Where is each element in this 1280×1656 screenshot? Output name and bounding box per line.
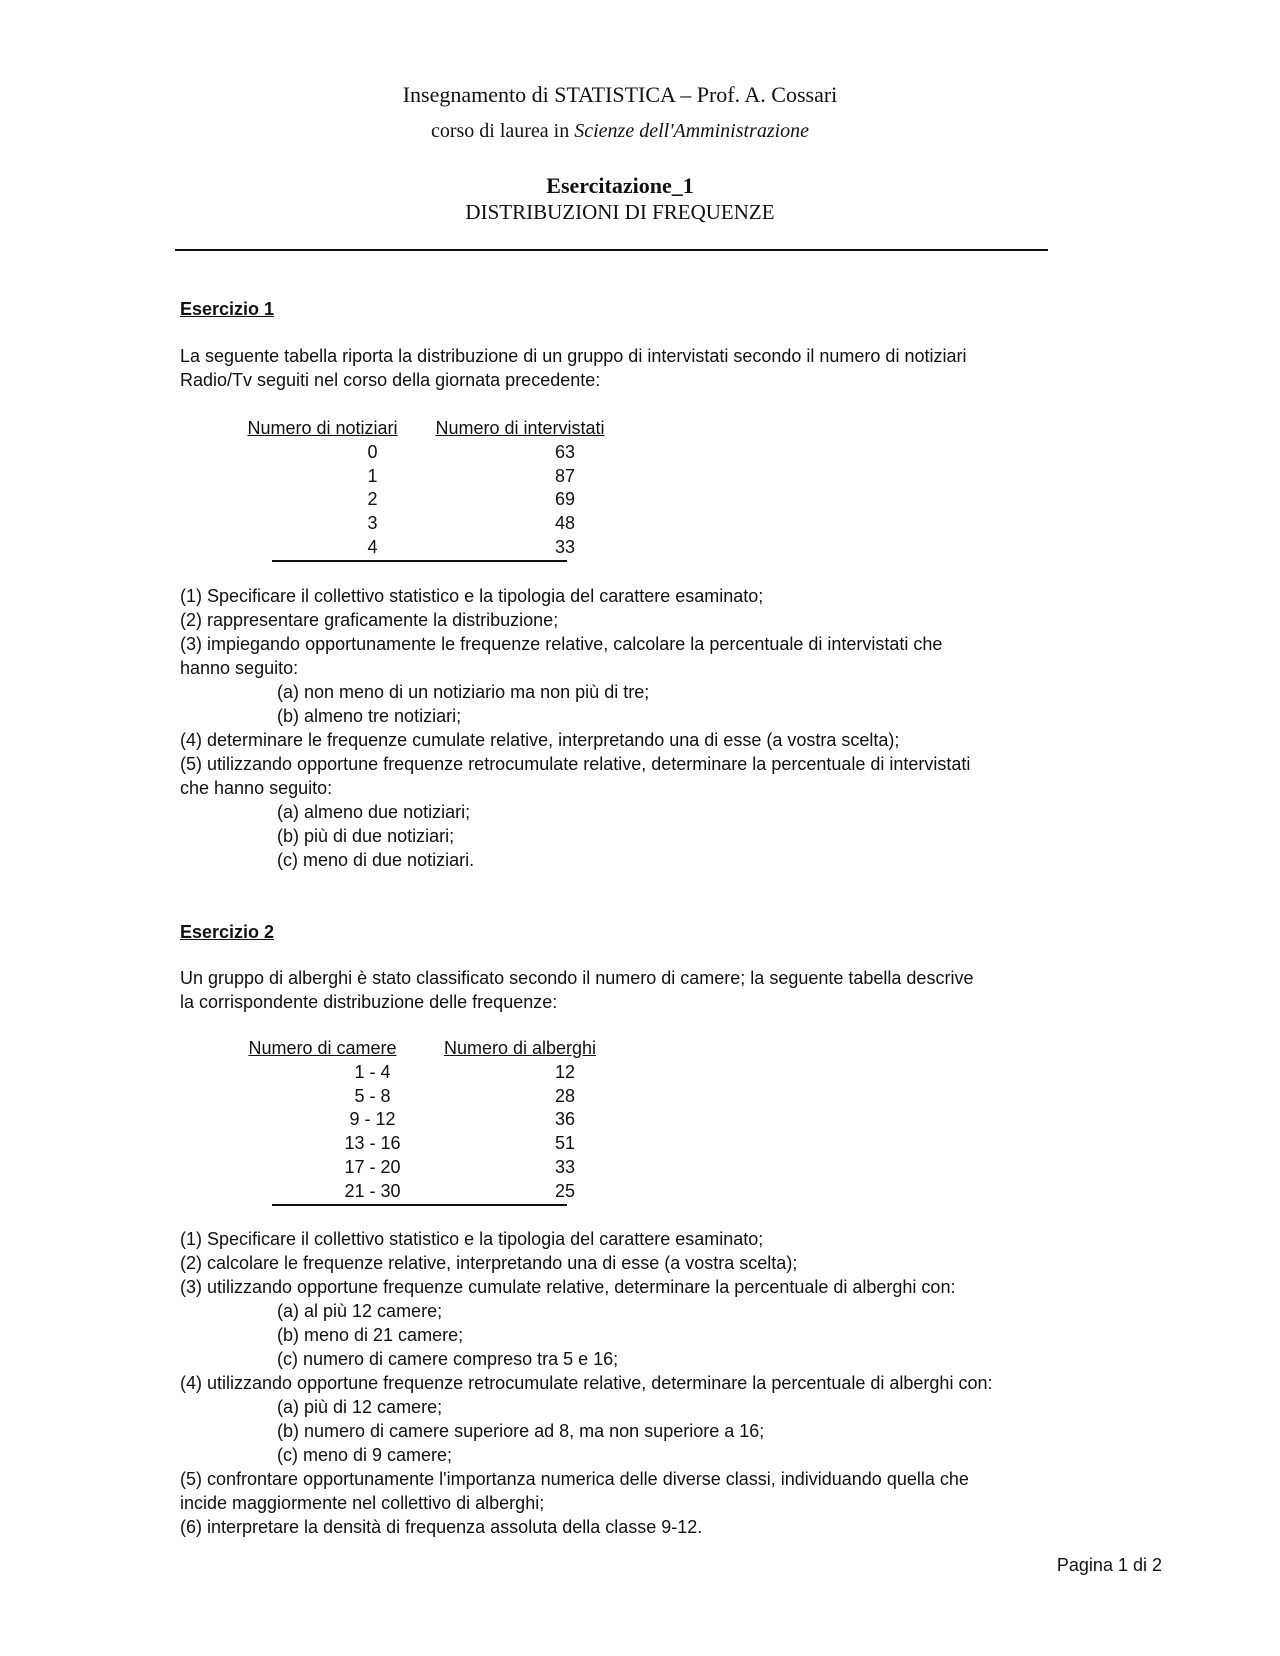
table-cell-class: 21 - 30	[344, 1180, 401, 1201]
ex1-heading-block	[180, 297, 1060, 321]
question-line: (1) Specificare il collettivo statistico e la tipologia del carattere esaminato;	[180, 586, 764, 606]
question-subitem: (c) meno di due notiziari.	[277, 850, 475, 870]
table-cell-class: 3	[367, 513, 378, 534]
table-cell-frequency: 36	[554, 1109, 576, 1130]
ex1-intro-line: La seguente tabella riporta la distribuzione di un gruppo di intervistati secondo il numero di notiziari	[180, 346, 967, 366]
table-cell-class: 5 - 8	[354, 1085, 391, 1106]
question-subitem: (b) più di due notiziari;	[277, 826, 455, 846]
table-cell-frequency: 48	[554, 513, 576, 534]
ex2-intro	[180, 966, 1060, 1014]
ex2-intro-line: Un gruppo di alberghi è stato classificato secondo il numero di camere; la seguente tabella descrive	[180, 968, 974, 988]
table-cell-frequency: 28	[554, 1085, 576, 1106]
question-line: incide maggiormente nel collettivo di alberghi;	[180, 1493, 545, 1513]
course-name: Scienze dell'Amministrazione	[574, 120, 810, 142]
ex1-table-bottom-rule	[272, 560, 567, 562]
course-line	[0, 120, 1240, 143]
question-line: (3) impiegando opportunamente le frequenze relative, calcolare la percentuale di intervistati che	[180, 634, 943, 654]
table-cell-class: 0	[367, 442, 378, 462]
question-subitem: (a) almeno due notiziari;	[277, 802, 471, 822]
ex1-col2-header: Numero di intervistati	[435, 418, 605, 438]
table-cell-frequency: 63	[554, 442, 576, 462]
ex2-heading: Esercizio 2	[180, 922, 275, 942]
document-title: Insegnamento di STATISTICA – Prof. A. Cossari	[402, 82, 838, 107]
table-cell-class: 9 - 12	[349, 1109, 396, 1130]
table-cell-class: 2	[367, 489, 378, 510]
ex1-intro-line: Radio/Tv seguiti nel corso della giornata precedente:	[180, 370, 601, 390]
ex2-frequency-table	[240, 1036, 620, 1211]
question-subitem: (b) numero di camere superiore ad 8, ma non superiore a 16;	[277, 1421, 765, 1441]
table-cell-class: 13 - 16	[344, 1133, 401, 1154]
question-line: (5) utilizzando opportune frequenze retrocumulate relative, determinare la percentuale di intervistati	[180, 754, 971, 774]
ex1-col1-header: Numero di notiziari	[247, 418, 398, 438]
table-cell-class: 17 - 20	[344, 1156, 401, 1177]
page-number: Pagina 1 di 2	[1056, 1555, 1162, 1575]
question-line: (4) determinare le frequenze cumulate relative, interpretando una di esse (a vostra scelta);	[180, 730, 900, 750]
question-subitem: (c) meno di 9 camere;	[277, 1445, 453, 1465]
table-cell-frequency: 87	[554, 465, 576, 486]
ex2-questions	[180, 1227, 1060, 1539]
question-line: (2) calcolare le frequenze relative, interpretando una di esse (a vostra scelta);	[180, 1253, 798, 1273]
ex2-col1-header: Numero di camere	[248, 1038, 397, 1058]
question-subitem: (a) non meno di un notiziario ma non più di tre;	[277, 682, 650, 702]
ex1-heading: Esercizio 1	[180, 299, 275, 319]
exercise-subtitle: DISTRIBUZIONI DI FREQUENZE	[465, 200, 775, 224]
table-cell-class: 4	[367, 536, 378, 557]
question-line: che hanno seguito:	[180, 778, 333, 798]
question-subitem: (a) al più 12 camere;	[277, 1301, 443, 1321]
question-line: (5) confrontare opportunamente l'importanza numerica delle diverse classi, individuando quella che	[180, 1469, 969, 1489]
ex2-col2-header: Numero di alberghi	[443, 1038, 597, 1058]
question-line: (4) utilizzando opportune frequenze retrocumulate relative, determinare la percentuale di alberghi con:	[180, 1373, 993, 1393]
question-subitem: (a) più di 12 camere;	[277, 1397, 443, 1417]
question-subitem: (b) meno di 21 camere;	[277, 1325, 464, 1345]
ex1-questions	[180, 584, 1060, 872]
table-cell-frequency: 69	[554, 489, 576, 510]
question-line: (2) rappresentare graficamente la distribuzione;	[180, 610, 559, 630]
table-cell-class: 1 - 4	[354, 1062, 391, 1082]
question-line: (1) Specificare il collettivo statistico e la tipologia del carattere esaminato;	[180, 1229, 764, 1249]
question-line: (3) utilizzando opportune frequenze cumulate relative, determinare la percentuale di alberghi con:	[180, 1277, 956, 1297]
ex1-frequency-table	[240, 416, 620, 566]
table-cell-frequency: 12	[554, 1062, 576, 1082]
table-cell-frequency: 25	[554, 1180, 576, 1201]
table-cell-class: 1	[367, 465, 378, 486]
table-cell-frequency: 33	[554, 1156, 576, 1177]
question-subitem: (c) numero di camere compreso tra 5 e 16;	[277, 1349, 619, 1369]
ex2-intro-line: la corrispondente distribuzione delle frequenze:	[180, 992, 558, 1012]
table-cell-frequency: 51	[554, 1133, 576, 1154]
ex1-intro	[180, 344, 1060, 392]
header-divider	[175, 249, 1048, 251]
question-line: hanno seguito:	[180, 658, 299, 678]
question-subitem: (b) almeno tre notiziari;	[277, 706, 462, 726]
exercise-title: Esercitazione_1	[546, 173, 694, 198]
course-prefix: corso di laurea in	[430, 120, 575, 142]
table-cell-frequency: 33	[554, 536, 576, 557]
ex2-table-bottom-rule	[272, 1204, 567, 1206]
question-line: (6) interpretare la densità di frequenza assoluta della classe 9-12.	[180, 1517, 703, 1537]
ex2-heading-block	[180, 920, 1060, 944]
